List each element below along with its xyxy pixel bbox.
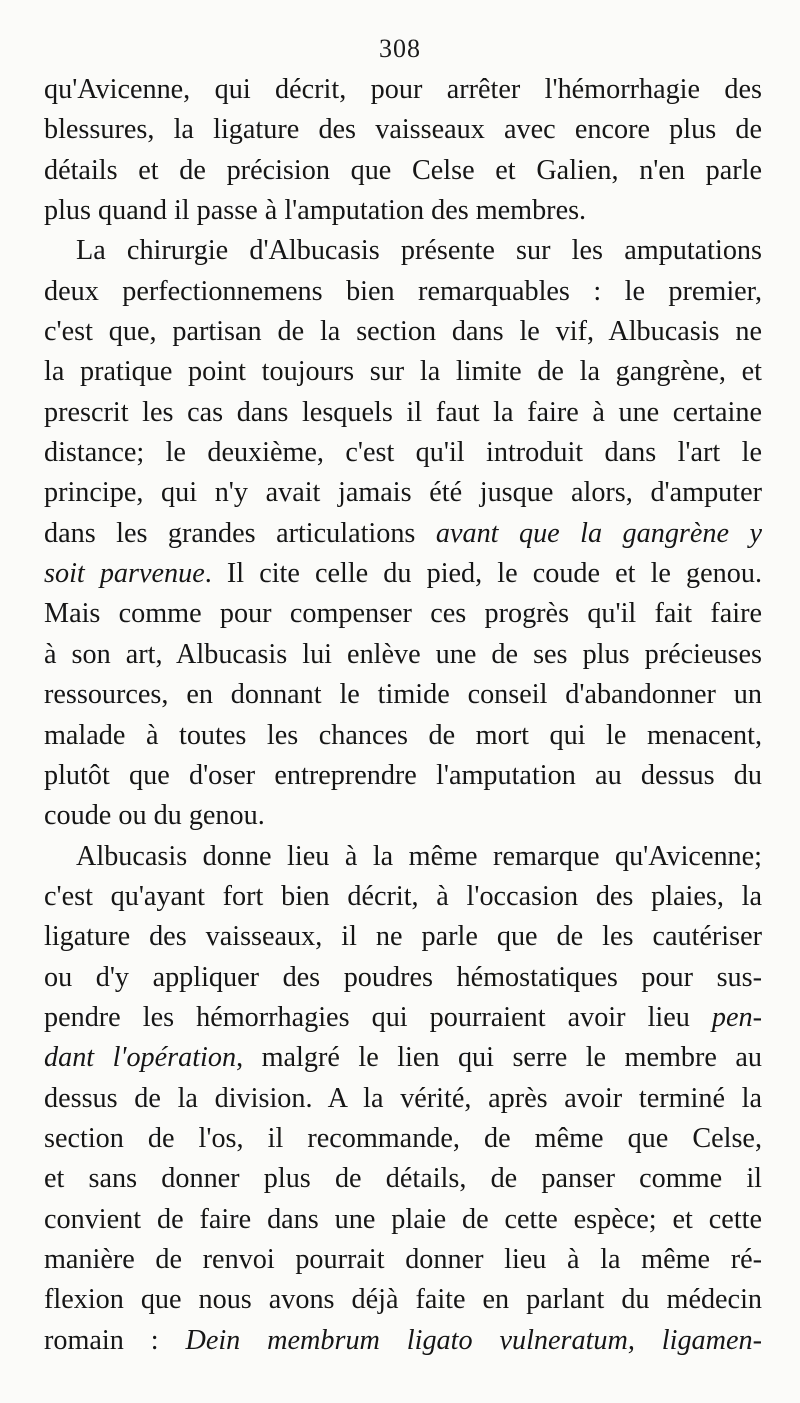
text-segment: pendre les hémorrhagies qui pourraient avoir lieu — [44, 1001, 712, 1033]
text-segment: malade à toutes les chances de mort qui le menacent, — [44, 719, 762, 751]
text-line — [44, 1200, 762, 1240]
text-segment: flexion que nous avons déjà faite en parlant du médecin — [44, 1284, 762, 1316]
text-line — [44, 958, 762, 998]
text-segment: dessus de la division. A la vérité, après avoir terminé la — [44, 1082, 762, 1114]
text-line — [44, 756, 762, 796]
text-line — [44, 312, 762, 352]
text-segment: Mais comme pour compenser ces progrès qu'il fait faire — [44, 598, 762, 630]
text-line — [44, 1280, 762, 1320]
italic-text: pen- — [711, 1001, 762, 1033]
text-line — [44, 352, 762, 392]
text-segment: manière de renvoi pourrait donner lieu à la même ré- — [44, 1243, 762, 1275]
text-line — [44, 231, 762, 271]
text-line — [44, 796, 762, 836]
text-segment: détails et de précision que Celse et Galien, n'en parle — [44, 154, 762, 186]
text-segment: blessures, la ligature des vaisseaux avec encore plus de — [44, 114, 762, 146]
text-segment: plutôt que d'oser entreprendre l'amputation au dessus du — [44, 759, 762, 791]
text-line — [44, 1321, 762, 1361]
text-segment: plus quand il passe à l'amputation des membres. — [44, 195, 587, 227]
text-line — [44, 675, 762, 715]
text-segment: , malgré le lien qui serre le membre au — [236, 1042, 762, 1074]
text-segment: ressources, en donnant le timide conseil d'abandonner un — [44, 679, 762, 711]
text-segment: prescrit les cas dans lesquels il faut la faire à une certaine — [44, 396, 762, 428]
text-segment: à son art, Albucasis lui enlève une de ses plus précieuses — [44, 638, 762, 670]
text-segment: romain : — [44, 1324, 186, 1356]
text-segment: la pratique point toujours sur la limite de la gangrène, et — [44, 356, 762, 388]
italic-text: soit parvenue — [44, 558, 205, 590]
text-line — [44, 514, 762, 554]
text-line — [44, 1159, 762, 1199]
text-line — [44, 393, 762, 433]
text-line — [44, 594, 762, 634]
text-line — [44, 1240, 762, 1280]
text-segment: c'est qu'ayant fort bien décrit, à l'occasion des plaies, la — [44, 880, 762, 912]
text-segment: . Il cite celle du pied, le coude et le genou. — [204, 558, 762, 590]
text-segment: ou d'y appliquer des poudres hémostatiques pour sus- — [44, 961, 762, 993]
text-line — [44, 837, 762, 877]
text-line — [44, 1119, 762, 1159]
page-number: 308 — [379, 34, 421, 63]
text-segment: coude ou du genou. — [44, 800, 265, 832]
text-line — [44, 635, 762, 675]
text-segment: qu'Avicenne, qui décrit, pour arrêter l'hémorrhagie des — [44, 74, 762, 105]
italic-text: avant que la gangrène y — [435, 517, 762, 549]
text-line — [44, 1038, 762, 1078]
text-line — [44, 917, 762, 957]
text-segment: ligature des vaisseaux, il ne parle que de les cautériser — [44, 921, 762, 953]
text-line — [44, 151, 762, 191]
text-segment: Albucasis donne lieu à la même remarque qu'Avicenne; — [76, 840, 762, 872]
text-line — [44, 473, 762, 513]
text-line — [44, 998, 762, 1038]
text-segment: convient de faire dans une plaie de cette espèce; et cette — [44, 1203, 762, 1235]
text-line — [44, 272, 762, 312]
text-segment: distance; le deuxième, c'est qu'il introduit dans l'art le — [44, 437, 762, 469]
text-segment: deux perfectionnemens bien remarquables : le premier, — [44, 275, 762, 307]
italic-text: dant l'opération — [44, 1042, 237, 1074]
text-line — [44, 716, 762, 756]
text-line — [44, 110, 762, 150]
text-segment: c'est que, partisan de la section dans le vif, Albucasis ne — [44, 316, 762, 348]
text-segment: et sans donner plus de détails, de panser comme il — [44, 1163, 762, 1195]
text-segment: dans les grandes articulations — [44, 517, 436, 549]
text-line — [44, 191, 762, 231]
text-line — [44, 877, 762, 917]
text-line — [44, 554, 762, 594]
text-line — [44, 70, 762, 110]
body-text — [44, 70, 762, 1361]
text-segment: section de l'os, il recommande, de même que Celse, — [44, 1122, 762, 1154]
text-line — [44, 1079, 762, 1119]
text-segment: La chirurgie d'Albucasis présente sur les amputations — [76, 235, 762, 267]
italic-text: Dein membrum ligato vulneratum, ligamen- — [185, 1324, 762, 1356]
text-line — [44, 433, 762, 473]
text-segment: principe, qui n'y avait jamais été jusque alors, d'amputer — [44, 477, 762, 509]
